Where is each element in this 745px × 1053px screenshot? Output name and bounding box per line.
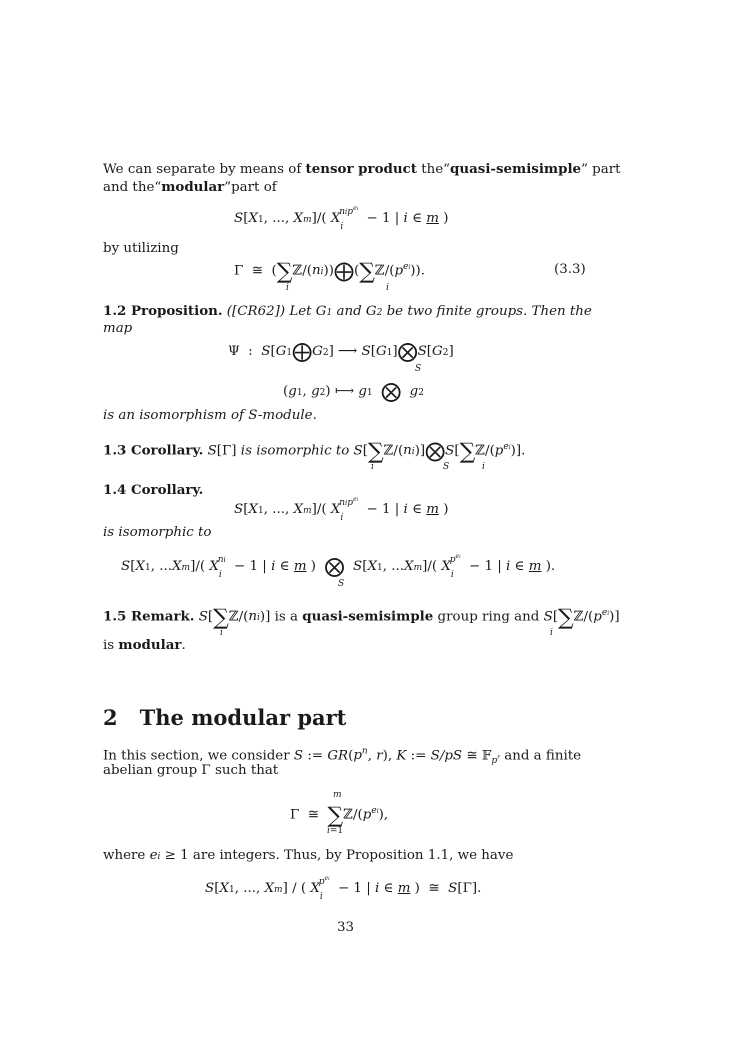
rem-1-5-line-1: 1.5 Remark. S[∑ℤ/(ni)] is a quasi-semisimple group ring and $S[\sum ℤ/(p^{ei})]$ bbox=[103, 605, 620, 631]
sum-index: i bbox=[482, 462, 485, 472]
cor-1-3: 1.3 Corollary. S[Γ] is isomorphic to $S[\sum ℤ/(ni)]⨂S[\sum ℤ/(p^{ei})]$. bbox=[103, 438, 526, 465]
by-utilizing: by utilizing bbox=[103, 241, 179, 256]
prop-label: 1.2 Proposition. bbox=[103, 303, 223, 319]
formula-gamma-modular: Γ ≅ $\sum ℤ/(p^{ei})$, bbox=[290, 803, 389, 829]
sum-index: i bbox=[386, 283, 389, 293]
formula-psi-map: Ψ : S[G1⨁G2] ⟶ S[G1]⨂S[G2] bbox=[228, 339, 454, 363]
tensor-subscript: S bbox=[443, 462, 450, 472]
section-heading bbox=[103, 705, 346, 730]
prop-1-2-line-2: map bbox=[103, 321, 133, 336]
intro-line-1 bbox=[103, 160, 621, 179]
prop-1-2-conclusion: is an isomorphism of S-module. bbox=[103, 408, 317, 423]
bold-text: modular bbox=[118, 637, 182, 653]
bold-text: quasi-semisimple bbox=[302, 608, 434, 625]
text: ” part bbox=[581, 162, 621, 177]
formula-quotient-ring: S[X1, ..., Xm]/( $X_i^{nip^{ei}} - 1$ | i ∈ m ) bbox=[234, 205, 449, 232]
section-2-line-3: where ei ≥ 1 are integers. Thus, by Proposition 1.1, we have bbox=[103, 848, 514, 863]
bold-text: quasi-semisimple bbox=[450, 161, 582, 177]
intro-line-2 bbox=[103, 178, 277, 197]
sum-index: i bbox=[371, 462, 374, 472]
text: is bbox=[103, 638, 119, 653]
section-2-line-2: abelian group Γ such that bbox=[103, 763, 279, 778]
tensor-subscript: S bbox=[338, 579, 345, 589]
text: and the“ bbox=[103, 180, 162, 195]
tensor-subscript: S bbox=[415, 364, 422, 374]
section-2-line-1: In this section, we consider S := $GR(p^n$, r), K := S/pS ≅ 𝔽$_{p^r}$ and a finite bbox=[103, 747, 582, 767]
cor-1-4-iso-to: is isomorphic to bbox=[103, 525, 212, 540]
formula-quotient-ring-2: S[X1, ..., Xm]/( $X_i^{nip^{ei}} - 1$ | i ∈ m ) bbox=[234, 496, 449, 523]
bold-text: tensor product bbox=[305, 161, 417, 177]
sum-upper-limit: m bbox=[333, 790, 342, 800]
sum-index: i bbox=[550, 628, 553, 638]
formula-modular-ring: S[X1, ..., Xm] / ( $X_i^{p^{ei}} - 1$ | i ∈ m ) ≅ S[Γ]. bbox=[205, 875, 482, 902]
section-number: 2 bbox=[103, 705, 118, 730]
rem-label: 1.5 Remark. bbox=[103, 608, 195, 625]
page-number: 33 bbox=[337, 920, 355, 935]
cor-label: 1.3 Corollary. bbox=[103, 442, 204, 459]
text: ”part of bbox=[224, 180, 277, 195]
prop-1-2-line-1: 1.2 Proposition. ([CR62]) Let G1 and G2 be two finite groups. Then the bbox=[103, 303, 592, 319]
bold-text: modular bbox=[161, 179, 225, 195]
sum-index: i bbox=[220, 628, 223, 638]
cor-1-4-label: 1.4 Corollary. bbox=[103, 482, 204, 498]
sum-index: i bbox=[286, 283, 289, 293]
equation-number: (3.3) bbox=[554, 262, 586, 277]
text: the“ bbox=[416, 162, 451, 177]
text: We can separate by means of bbox=[103, 162, 306, 177]
formula-gamma-decomposition: Γ ≅ $(\sum ℤ/(ni))⨁(\sum ℤ/(p^{ei}))$. bbox=[234, 258, 425, 285]
sum-lower-limit: i=1 bbox=[327, 826, 344, 836]
text: . bbox=[181, 638, 186, 653]
formula-element-map: (g1, g2) ⟼ g1 ⨂ g2 bbox=[283, 379, 424, 403]
formula-tensor-decomposition: S[X1, ...Xm]/( $X_i^{ni} - 1$ | i ∈ m ) ⨂ S[X1, ...Xm]/( $X_i^{p^{ei}} - 1$ | i ∈ m ). bbox=[121, 553, 556, 580]
rem-1-5-line-2 bbox=[103, 636, 186, 655]
section-title: The modular part bbox=[139, 705, 347, 730]
